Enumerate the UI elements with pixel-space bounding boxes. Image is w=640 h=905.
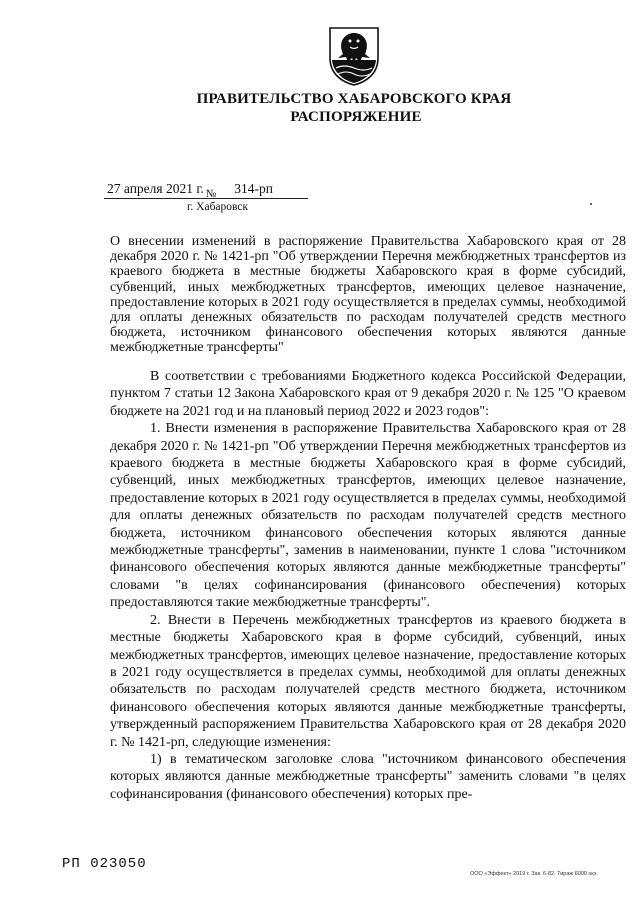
date-underline <box>104 198 308 199</box>
document-city: г. Хабаровск <box>187 201 249 213</box>
document-date: 27 апреля 2021 г. <box>107 181 204 196</box>
number-sign: № <box>205 188 217 200</box>
date-number-line <box>107 181 273 200</box>
form-serial-code: РП 023050 <box>62 856 147 872</box>
paragraph: 2. Внести в Перечень межбюджетных трансфертов из краевого бюджета в местные бюджеты Хабаровского края в форме субсидий, субвенций, иных межбюджетных трансфертов, имеющих целевое назначение, предоставление которых в 2021 году осуществляется в пределах суммы, необходимой для оплаты денежных обязательств по расходам получателей средств местного бюджета, источником финансового обеспечения которых являются данные межбюджетные трансферты, утвержденный распоряжением Правительства Хабаровского края от 28 декабря 2020 г. № 1421-рп, следующие изменения: <box>110 612 626 750</box>
paragraph: В соответствии с требованиями Бюджетного кодекса Российской Федерации, пунктом 7 статьи 12 Закона Хабаровского края от 9 декабря 2020 г. № 125 "О краевом бюджете на 2021 год и на плановый период 2022 и 2023 годов": <box>110 369 626 419</box>
document-subject: О внесении изменений в распоряжение Правительства Хабаровского края от 28 декабря 2020 г. № 1421-рп "Об утверждении Перечня межбюджетных трансфертов из краевого бюджета в местные бюджеты Хабаровского края в форме субсидий, субвенций, иных межбюджетных трансфертов, имеющих целевое назначение, предоставление которых в 2021 году осуществляется в пределах суммы, необходимой для оплаты денежных обязательств по расходам получателей средств местного бюджета, источником финансового обеспечения которых являются данные межбюджетные трансферты" <box>110 234 626 356</box>
document-type-title: РАСПОРЯЖЕНИЕ <box>290 109 422 125</box>
document-body <box>110 368 626 803</box>
paragraph: 1. Внести изменения в распоряжение Правительства Хабаровского края от 28 декабря 2020 г. № 1421-рп "Об утверждении Перечня межбюджетных трансфертов из краевого бюджета в местные бюджеты Хабаровского края в форме субсидий, субвенций, иных межбюджетных трансфертов, имеющих целевое назначение, предоставление которых в 2021 году осуществляется в пределах суммы, необходимой для оплаты денежных обязательств по расходам получателей средств местного бюджета, источником финансового обеспечения которых являются данные межбюджетные трансферты", заменив в наименовании, пункте 1 слова "источником финансового обеспечения которых являются данные межбюджетные трансферты" словами "в целях софинансирования (финансового обеспечения) которых предоставляются такие межбюджетные трансферты". <box>110 421 626 611</box>
document-number: 314-рп <box>234 181 273 196</box>
printer-imprint: ООО «Эффект» 2019 г. Зак. 6-82. Тираж 6000 экз. <box>470 871 598 877</box>
coat-of-arms-icon <box>324 24 384 86</box>
paragraph: 1) в тематическом заголовке слова "источником финансового обеспечения которых являются данные межбюджетные трансферты" заменить словами "в целях софинансирования (финансового обеспечения) которых пре- <box>110 751 626 802</box>
scan-speck <box>590 203 592 205</box>
government-title: ПРАВИТЕЛЬСТВО ХАБАРОВСКОГО КРАЯ <box>196 91 512 107</box>
